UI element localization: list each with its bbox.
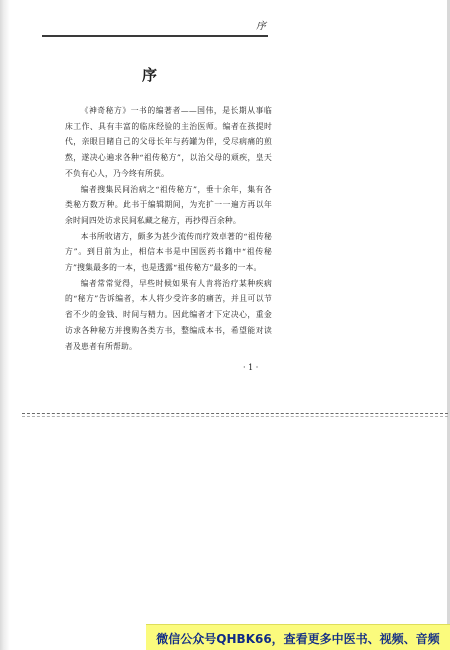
page-number: · 1 ·: [243, 363, 259, 372]
paragraph-2: 编者搜集民间治病之“祖传秘方”，垂十余年，集有各类秘方数万种。此书于编辑期间，为充扩一一遍方再以年余时间四处访求民间私藏之秘方，再抄得百余种。: [65, 184, 272, 225]
preface-body: [65, 103, 272, 354]
header-rule: [42, 35, 268, 37]
paragraph-1: 《神奇秘方》一书的编著者——国伟，是长期从事临床工作、具有丰富的临床经验的主治医师。编者在孩提时代，亲眼目睹自己的父母长年与药罐为伴，受尽病痛的煎熬，遂决心遍求各种“祖传秘方”，以治父母的顽疾，皇天不负有心人，乃今终有所获。: [65, 106, 272, 178]
scan-left-edge: [0, 0, 10, 650]
page-break-line-shadow: [22, 416, 448, 417]
section-title: 序: [142, 66, 160, 84]
promo-banner-text: 微信公众号QHBK66，查看更多中医书、视频、音频: [156, 631, 440, 646]
page-break-line: [22, 413, 448, 414]
promo-banner[interactable]: [146, 624, 450, 650]
running-head: 序: [256, 21, 267, 32]
paragraph-3: 本书所收诸方，颇多为甚少流传而疗效卓著的“祖传秘方”。到目前为止，相信本书是中国医药书籍中“祖传秘方”搜集最多的一本，也是透露“祖传秘方”最多的一本。: [65, 231, 272, 273]
paragraph-4: 编者常常觉得，早些时候如果有人肯将治疗某种疾病的“秘方”告诉编者，本人将少受许多的痛苦，并且可以节省不少的金钱、时间与精力。因此编者才下定决心，重金访求各种秘方并搜购各类方书，整编成本书，希望能对读者及患者有所帮助。: [65, 278, 272, 351]
